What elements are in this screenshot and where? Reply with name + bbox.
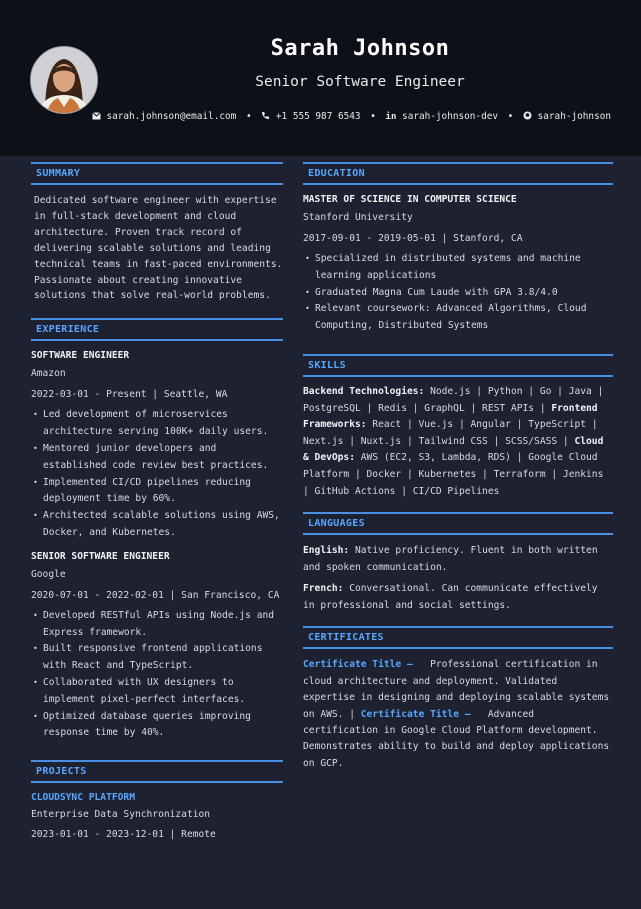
separator: •	[245, 111, 252, 122]
certificate-title: Certificate Title —	[303, 659, 413, 671]
right-column	[303, 162, 613, 772]
language-name: English:	[303, 545, 350, 557]
contact-bar	[92, 111, 611, 122]
job-title: SENIOR SOFTWARE ENGINEER	[31, 550, 170, 562]
job-company: Amazon	[31, 368, 66, 380]
education-heading: EDUCATION	[303, 162, 613, 185]
skill-group-items: React | Vue.js | Angular | TypeScript | Next.js | Nuxt.js | Tailwind CSS | SCSS/SASS |	[303, 419, 598, 447]
certificates-list	[303, 657, 613, 772]
list-item: • Optimized database queries improving response time by 40%.	[43, 709, 283, 743]
language-item	[303, 543, 613, 577]
certificates-heading: CERTIFICATES	[303, 626, 613, 649]
separator: |	[349, 708, 355, 720]
avatar	[30, 46, 98, 114]
experience-heading: EXPERIENCE	[31, 318, 283, 341]
skills-list	[303, 384, 613, 500]
list-item: • Built responsive frontend applications with React and TypeScript.	[43, 641, 283, 675]
job-title: SOFTWARE ENGINEER	[31, 350, 130, 362]
project-subtitle: Enterprise Data Synchronization	[31, 809, 211, 821]
separator: •	[507, 111, 514, 122]
summary-heading: SUMMARY	[31, 162, 283, 185]
summary-text: Dedicated software engineer with expertise in full-stack development and cloud architecture. Proven track record of delivering scalable solutions and leading technical teams in fast-paced environments. Passionate about creating innovative solutions that solve real-world problems.	[34, 195, 283, 302]
languages-heading: LANGUAGES	[303, 512, 613, 535]
github-text: sarah-johnson	[537, 111, 611, 122]
job-company: Google	[31, 568, 66, 580]
job-title: Senior Software Engineer	[255, 74, 465, 90]
certificate-desc: Advanced certification in Google Cloud Platform development. Demonstrates ability to build and deploy applications on GCP.	[303, 708, 610, 769]
skill-group-label: Cloud & DevOps:	[303, 435, 604, 464]
job-entry	[31, 350, 283, 541]
list-item: • Specialized in distributed systems and machine learning applications	[315, 251, 613, 285]
job-entry	[31, 551, 283, 742]
projects-heading: PROJECTS	[31, 760, 283, 783]
separator: •	[370, 111, 376, 122]
degree: MASTER OF SCIENCE IN COMPUTER SCIENCE	[303, 194, 517, 205]
github-icon	[523, 111, 532, 120]
project-entry	[31, 792, 283, 840]
list-item: • Led development of microservices architecture serving 100K+ daily users.	[43, 407, 283, 441]
skill-group-label: Frontend Frameworks:	[303, 402, 598, 431]
education-dates: 2017-09-01 - 2019-05-01 | Stanford, CA	[303, 233, 523, 244]
language-desc: Native proficiency. Fluent in both written and spoken communication.	[303, 545, 598, 573]
list-item: • Relevant coursework: Advanced Algorithms, Cloud Computing, Distributed Systems	[315, 301, 613, 335]
resume-header	[0, 0, 641, 156]
language-name: French:	[303, 582, 344, 594]
skill-group-items: Node.js | Python | Go | Java | PostgreSQL | Redis | GraphQL | REST APIs |	[303, 385, 604, 414]
phone-contact[interactable]	[261, 111, 360, 122]
job-dates: 2022-03-01 - Present | Seattle, WA	[31, 389, 228, 401]
email-contact[interactable]	[92, 111, 236, 122]
phone-icon	[261, 111, 270, 120]
skills-heading: SKILLS	[303, 354, 613, 377]
list-item: • Implemented CI/CD pipelines reducing deployment time by 60%.	[43, 475, 283, 509]
skill-group-items: AWS (EC2, S3, Lambda, RDS) | Google Cloud Platform | Docker | Kubernetes | Terraform | Jenkins | GitHub Actions | CI/CD Pipelines	[303, 452, 604, 497]
list-item: • Graduated Magna Cum Laude with GPA 3.8/4.0	[315, 285, 613, 302]
list-item: • Collaborated with UX designers to implement pixel-perfect interfaces.	[43, 675, 283, 709]
language-desc: Conversational. Can communicate effectively in professional and social settings.	[303, 582, 598, 611]
list-item: • Developed RESTful APIs using Node.js and Express framework.	[43, 608, 283, 642]
project-dates: 2023-01-01 - 2023-12-01 | Remote	[31, 829, 216, 841]
github-contact[interactable]	[523, 111, 611, 122]
candidate-name: Sarah Johnson	[270, 36, 450, 61]
education-bullets	[303, 251, 613, 335]
job-dates: 2020-07-01 - 2022-02-01 | San Francisco, CA	[31, 589, 280, 601]
language-item	[303, 581, 613, 615]
mail-icon	[92, 112, 101, 120]
list-item: • Architected scalable solutions using AWS, Docker, and Kubernetes.	[43, 508, 283, 542]
linkedin-contact[interactable]	[386, 111, 498, 122]
phone-text: +1 555 987 6543	[275, 111, 361, 122]
list-item: • Mentored junior developers and established code review best practices.	[43, 441, 283, 475]
job-bullets	[31, 407, 283, 541]
linkedin-text: sarah-johnson-dev	[402, 111, 498, 122]
email-text: sarah.johnson@email.com	[106, 111, 237, 122]
project-name: CLOUDSYNC PLATFORM	[31, 792, 135, 804]
school: Stanford University	[303, 212, 413, 223]
left-column	[31, 162, 283, 840]
skill-group-label: Backend Technologies:	[303, 385, 425, 397]
languages-list	[303, 543, 613, 614]
job-bullets	[31, 608, 283, 742]
certificate-desc: Professional certification in cloud architecture and deployment. Validated expertise in designing and deploying scalable systems on AWS.	[303, 659, 610, 720]
certificate-title: Certificate Title —	[360, 708, 471, 720]
linkedin-icon: in	[385, 111, 397, 122]
